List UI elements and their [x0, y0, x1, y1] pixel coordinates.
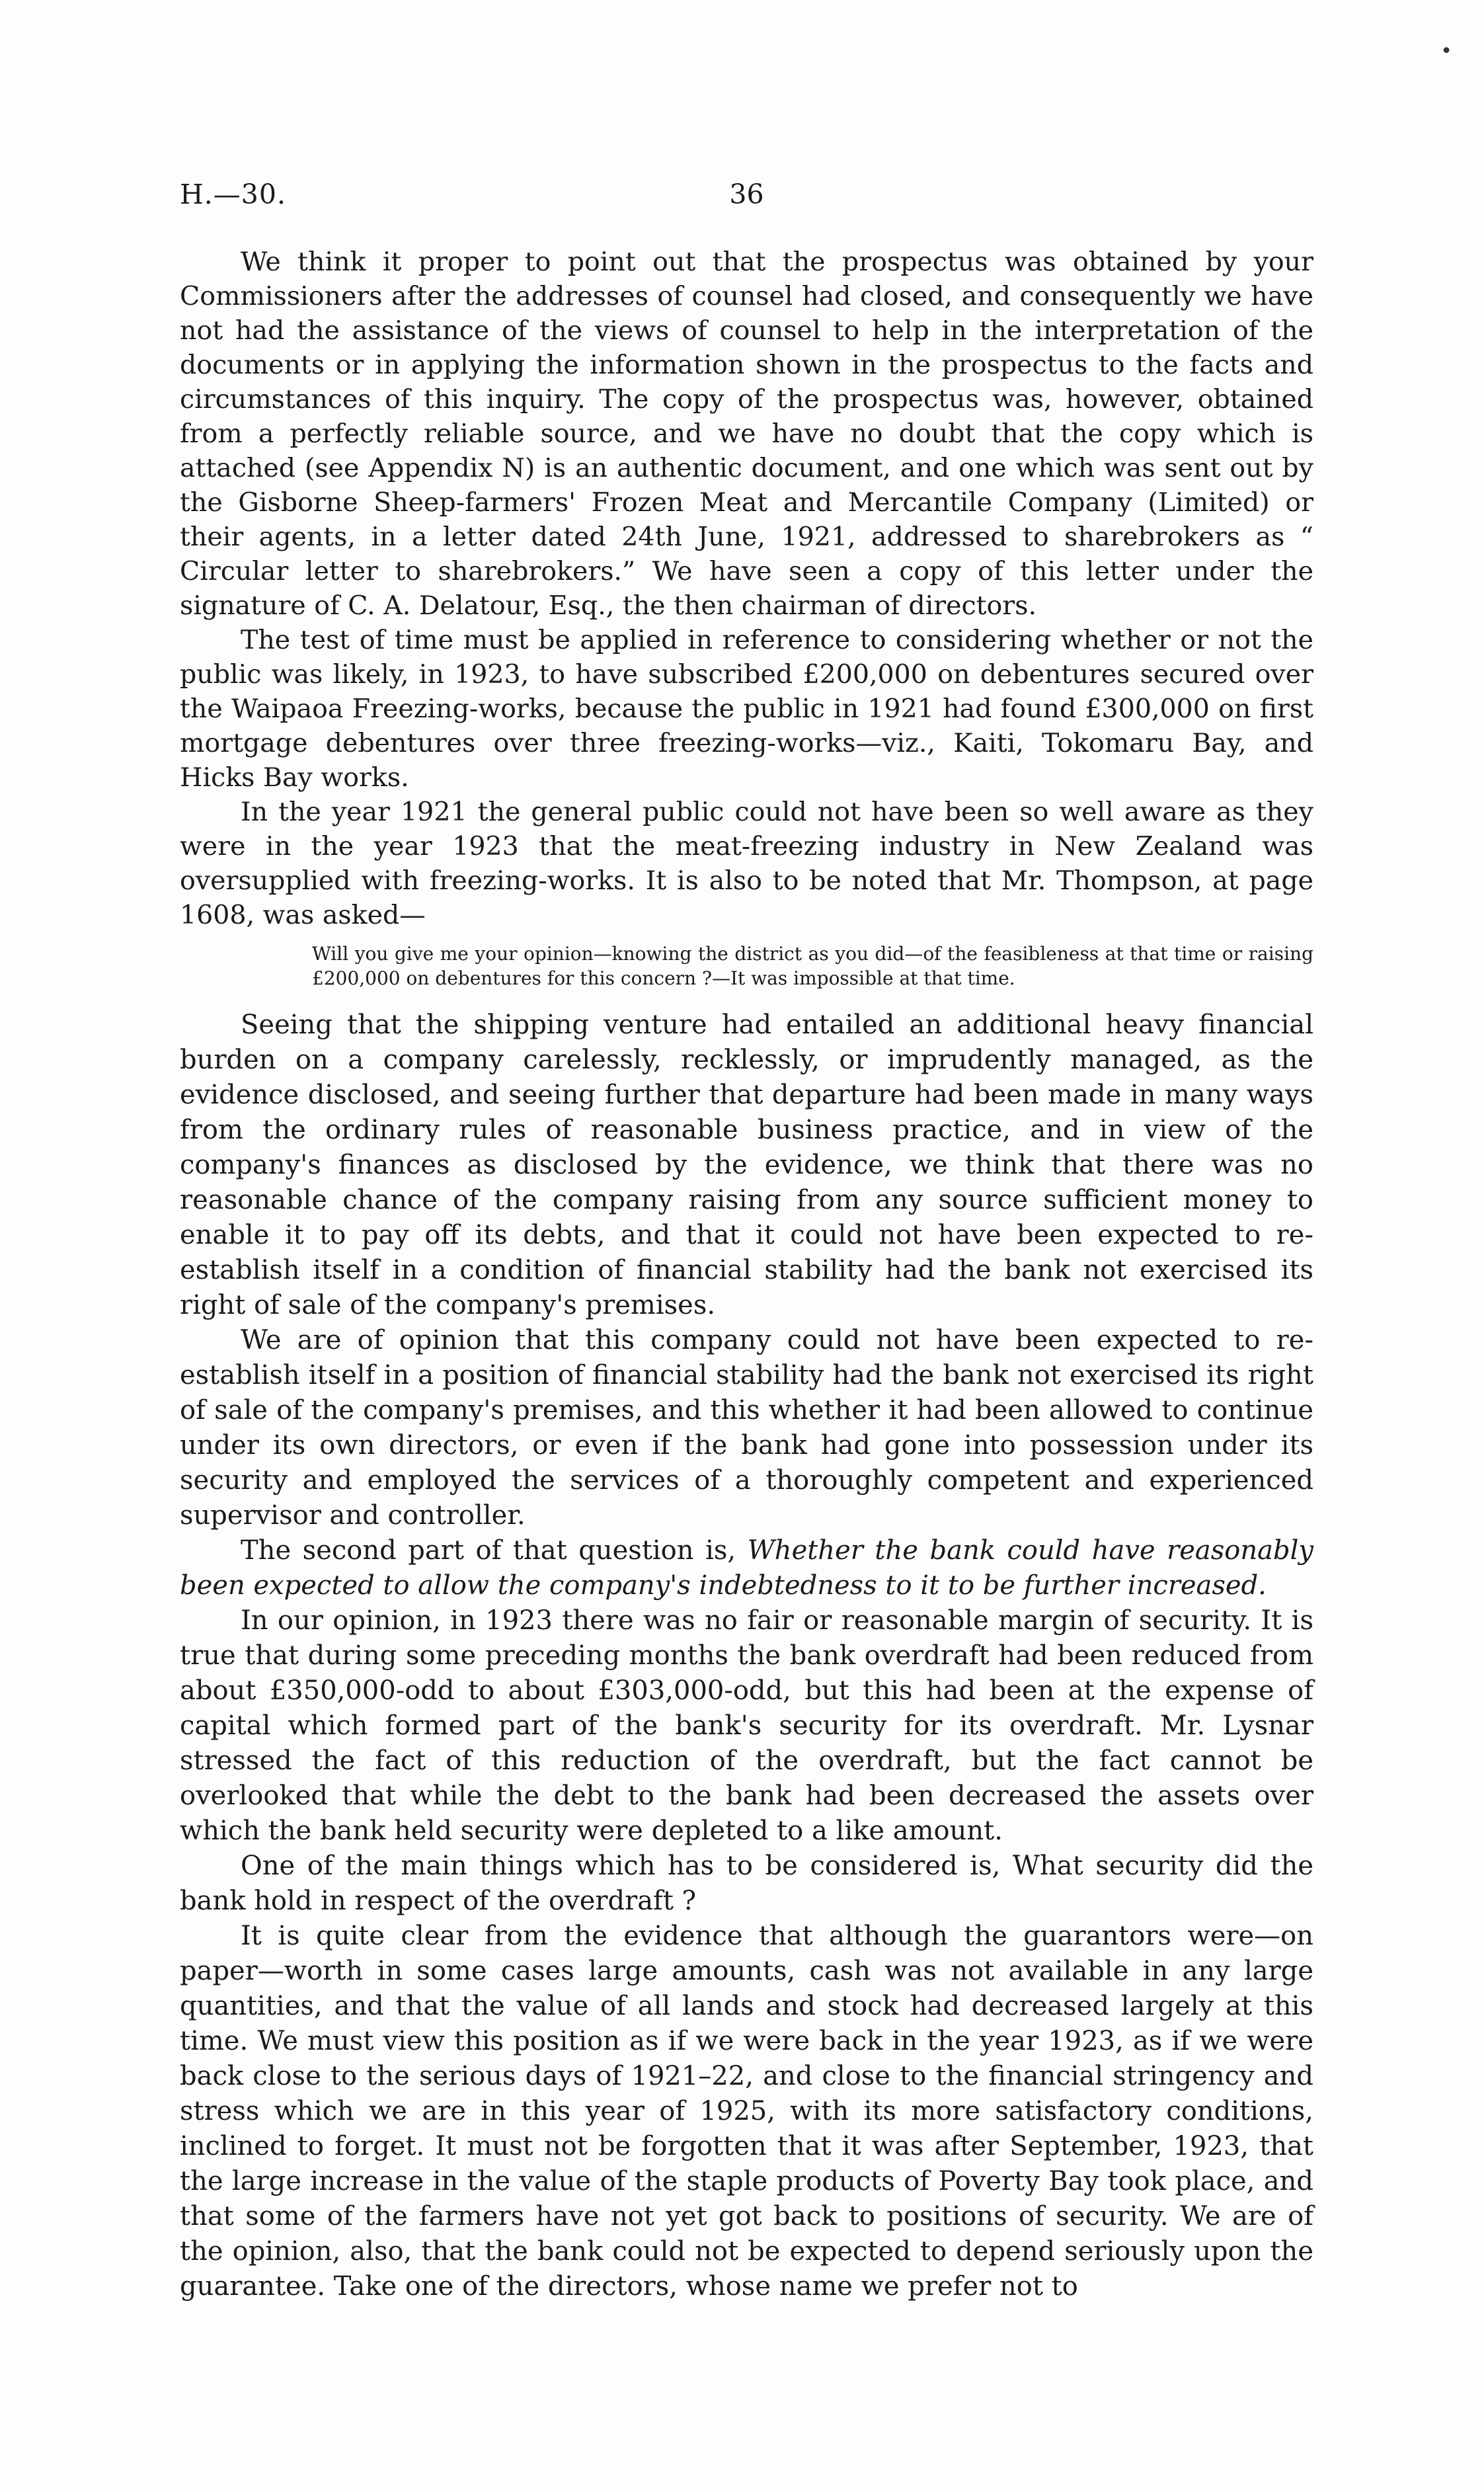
page-number: 36 [729, 179, 764, 210]
paragraph-second-question [180, 1533, 1313, 1603]
paragraph-financial-stability: We are of opinion that this company could not have been expected to re-establish itself in a position of financial stability had the bank not exercised its right of sale of the company's premises, and this whether it had been allowed to continue under its own directors, or even if the bank had gone into possession under its security and employed the services of a thoroughly competent and experienced supervisor and controller. [180, 1325, 1313, 1531]
body-text [180, 245, 1313, 2304]
second-question-italic: Whether the bank could have reasonably been expected to allow the company's indebtedness to it to be further increased. [180, 1535, 1313, 1601]
page-header [180, 179, 1313, 218]
paragraph-margin-of-security: In our opinion, in 1923 there was no fair or reasonable margin of security. It is true that during some preceding months the bank overdraft had been reduced from about £350,000-odd to about £303,000-odd, but this had been at the expense of capital which formed part of the bank's security for its overdraft. Mr. Lysnar stressed the fact of this reduction of the overdraft, but the fact cannot be overlooked that while the debt to the bank had been decreased the assets over which the bank held security were depleted to a like amount. [180, 1605, 1313, 1846]
second-question-lead: The second part of that question is, [241, 1535, 736, 1566]
document-reference: H.—30. [180, 179, 286, 210]
quote-text: Will you give me your opinion—knowing the district as you did—of the feasibleness at that time or raising £200,000 on debentures for this concern ?—It was impossible at that time. [312, 943, 1313, 989]
paragraph-test-of-time: The test of time must be applied in reference to considering whether or not the public was likely, in 1923, to have subscribed £200,000 on debentures secured over the Waipaoa Freezing-works, because the public in 1921 had found £300,000 on first mortgage debentures over three freezing-works—viz., Kaiti, Tokomaru Bay, and Hicks Bay works. [180, 625, 1313, 793]
paragraph-general-public: In the year 1921 the general public could not have been so well aware as they were in the year 1923 that the meat-freezing industry in New Zealand was oversupplied with freezing-works. It is also to be noted that Mr. Thompson, at page 1608, was asked— [180, 797, 1313, 930]
paragraph-guarantors: It is quite clear from the evidence that although the guarantors were—on paper—worth in some cases large amounts, cash was not available in any large quantities, and that the value of all lands and stock had decreased largely at this time. We must view this position as if we were back in the year 1923, as if we were back close to the serious days of 1921–22, and close to the financial stringency and stress which we are in this year of 1925, with its more satisfactory conditions, inclined to forget. It must not be forgotten that it was after September, 1923, that the large increase in the value of the staple products of Poverty Bay took place, and that some of the farmers have not yet got back to positions of security. We are of the opinion, also, that the bank could not be expected to depend seriously upon the guarantee. Take one of the directors, whose name we prefer not to [180, 1921, 1313, 2302]
paragraph-prospectus: We think it proper to point out that the prospectus was obtained by your Commissioners after the addresses of counsel had closed, and consequently we have not had the assistance of the views of counsel to help in the interpretation of the documents or in applying the information shown in the prospectus to the facts and circumstances of this inquiry. The copy of the prospectus was, however, obtained from a perfectly reliable source, and we have no doubt that the copy which is attached (see Appendix N) is an authentic document, and one which was sent out by the Gisborne Sheep-farmers' Frozen Meat and Mercantile Company (Limited) or their agents, in a letter dated 24th June, 1921, addressed to sharebrokers as “ Circular letter to sharebrokers.” We have seen a copy of this letter under the signature of C. A. Delatour, Esq., the then chairman of directors. [180, 247, 1313, 621]
evidence-quote [180, 942, 1313, 990]
paragraph-shipping-venture: Seeing that the shipping venture had entailed an additional heavy financial burden on a company carelessly, recklessly, or imprudently managed, as the evidence disclosed, and seeing further that departure had been made in many ways from the ordinary rules of reasonable business practice, and in view of the company's finances as disclosed by the evidence, we think that there was no reasonable chance of the company raising from any source sufficient money to enable it to pay off its debts, and that it could not have been expected to re-establish itself in a condition of financial stability had the bank not exercised its right of sale of the company's premises. [180, 1010, 1313, 1320]
margin-mark: • [1440, 40, 1452, 63]
paragraph-security-held: One of the main things which has to be considered is, What security did the bank hold in respect of the overdraft ? [180, 1851, 1313, 1916]
